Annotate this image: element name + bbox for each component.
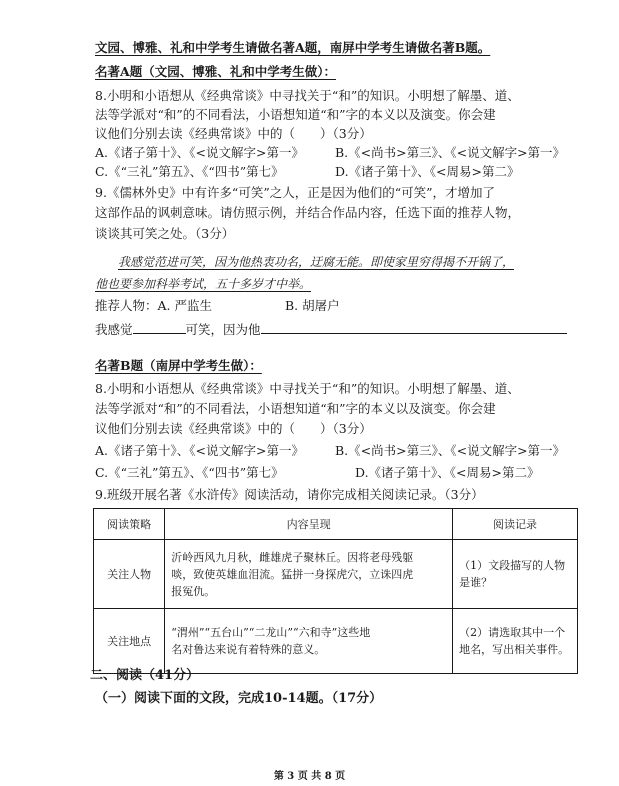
a-q8-option-b: B.《<尚书>第三》、《<说文解字>第一》 [335, 145, 566, 160]
reading-section-title: 二、阅读（41分） [90, 668, 200, 683]
b-q8-line2: 法等学派对“和”的不同看法，小语想知道“和”字的本义以及演变。你会建 [95, 401, 496, 416]
recommend-option-b: B. 胡屠户 [285, 298, 340, 313]
b-q9-line: 9.班级开展名著《水浒传》阅读活动，请你完成相关阅读记录。（3分） [95, 487, 484, 502]
row1-content [165, 540, 453, 609]
row1-record-line1: （1）文段描写的人物 [459, 559, 566, 572]
table-row [94, 609, 578, 674]
a-q8-option-a: A.《诸子第十》、《<说文解字>第一》 [95, 145, 304, 160]
b-q8-option-b: B.《<尚书>第三》、《<说文解字>第一》 [335, 443, 566, 458]
table-header-row [94, 509, 578, 540]
a-q9-example-line2: 他也要参加科举考试，五十多岁才中举。 [95, 277, 312, 291]
fill-part2: 可笑，因为他 [185, 322, 261, 337]
header-record: 阅读记录 [453, 509, 578, 540]
fill-part1: 我感觉 [95, 322, 133, 337]
a-q8-option-d: D.《诸子第十》、《<周易>第二》 [335, 164, 520, 179]
row1-content-line2: 啖，致使英雄血泪流。猛拼一身探虎穴，立诛四虎 [171, 567, 414, 581]
b-q8-line1: 8.小明和小语想从《经典常谈》中寻找关于“和”的知识。小明想了解墨、道、 [95, 381, 520, 396]
header-instruction: 文园、博雅、礼和中学考生请做名著A题，南屏中学考生请做名著B题。 [95, 40, 491, 55]
a-q8-line3: 议他们分别去读《经典常谈》中的（ ）（3分） [95, 126, 372, 141]
recommend-option-a: A. 严监生 [157, 298, 212, 313]
header-strategy: 阅读策略 [94, 509, 165, 540]
row1-content-line3: 报冤仇。 [171, 584, 216, 598]
page-footer: 第 3 页 共 8 页 [273, 771, 346, 782]
a-q8-line1: 8.小明和小语想从《经典常谈》中寻找关于“和”的知识。小明想了解墨、道、 [95, 88, 520, 103]
row1-record[interactable] [453, 540, 578, 609]
row2-content-line2: 名对鲁达来说有着特殊的意义。 [171, 643, 326, 656]
a-q9-line2: 这部作品的讽刺意味。请仿照示例，并结合作品内容，任选下面的推荐人物， [95, 205, 521, 220]
row2-record[interactable] [453, 609, 578, 674]
b-q8-line3: 议他们分别去读《经典常谈》中的（ ）（3分） [95, 421, 372, 436]
row1-strategy: 关注人物 [94, 540, 165, 609]
recommend-label: 推荐人物： [95, 298, 158, 313]
a-q9-example-line1: 我感觉范进可笑，因为他热衷功名，迂腐无能。即使家里穷得揭不开锅了， [118, 255, 515, 269]
b-q8-option-a: A.《诸子第十》、《<说文解字>第一》 [95, 443, 304, 458]
section-b-title: 名著B题（南屏中学考生做）： [95, 358, 262, 373]
a-q8-option-c: C.《“三礼”第五》、《“四书”第七》 [95, 164, 284, 179]
a-q9-line3: 谈谈其可笑之处。（3分） [95, 226, 235, 241]
reading-record-table [93, 508, 578, 674]
a-q9-recommend [95, 298, 212, 314]
answer-blank-reason[interactable] [261, 320, 567, 334]
row2-content [165, 609, 453, 674]
row2-record-line1: （2）请选取其中一个 [459, 626, 566, 639]
section-a-title: 名著A题（文园、博雅、礼和中学考生做）： [95, 64, 336, 79]
row2-strategy: 关注地点 [94, 609, 165, 674]
row1-content-line1: 沂岭西风九月秋，雌雄虎子聚林丘。因将老母残躯 [171, 550, 414, 564]
b-q8-option-d: D.《诸子第十》、《<周易>第二》 [355, 465, 540, 480]
reading-sub-title: （一）阅读下面的文段，完成10-14题。（17分） [95, 691, 383, 706]
row1-record-line2: 是谁？ [459, 576, 493, 589]
a-q9-fill-line [95, 320, 567, 338]
answer-blank-person[interactable] [133, 320, 186, 334]
row2-record-line2: 地名，写出相关事件。 [459, 643, 570, 656]
header-content: 内容呈现 [165, 509, 453, 540]
row2-content-line1: “渭州”“五台山”“二龙山”“六和寺”这些地 [171, 626, 371, 639]
b-q8-option-c: C.《“三礼”第五》、《“四书”第七》 [95, 465, 284, 480]
table-row [94, 540, 578, 609]
a-q9-line1: 9.《儒林外史》中有许多“可笑”之人，正是因为他们的“可笑”，才增加了 [95, 185, 495, 200]
a-q8-line2: 法等学派对“和”的不同看法，小语想知道“和”字的本义以及演变。你会建 [95, 107, 496, 122]
